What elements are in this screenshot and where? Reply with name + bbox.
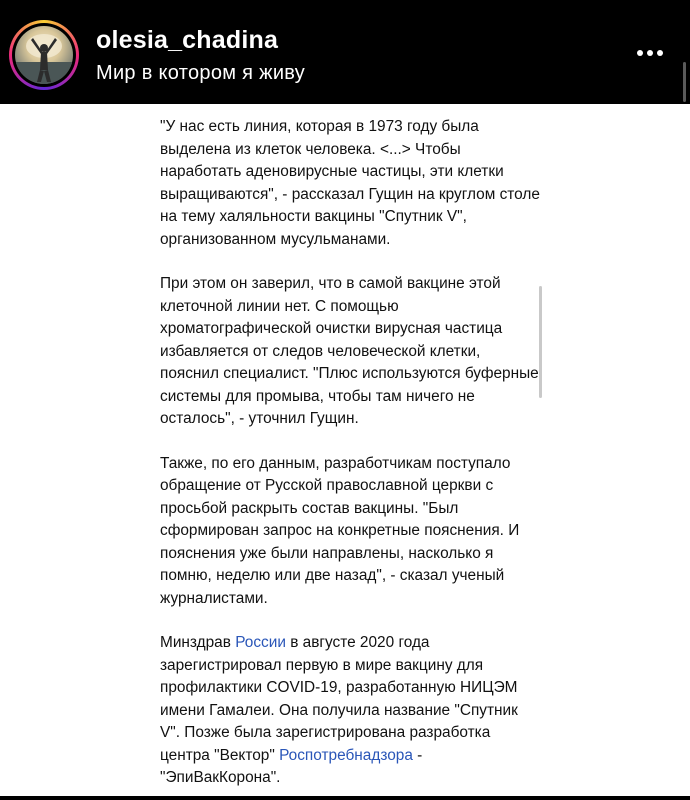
- story-header: [0, 0, 690, 104]
- link-rospotrebnadzor[interactable]: Роспотребнадзора: [279, 746, 413, 764]
- article-paragraph-2: При этом он заверил, что в самой вакцине этой клеточной линии нет. С помощью хроматографической очистки вирусная частица избавляется от следов человеческой клетки, пояснил специалист. "Плюс используются буферные системы для промыва, чтобы там ничего не осталось", - уточнил Гущин.: [160, 275, 539, 427]
- article-paragraph-1: "У нас есть линия, которая в 1973 году была выделена из клеток человека. <...> Чтобы наработать аденовирусные частицы, эти клетки выращиваются", - рассказал Гущин на круглом столе на тему халяльности вакцины "Спутник V", организованном мусульманами.: [160, 118, 540, 248]
- page-scrollbar[interactable]: [539, 286, 542, 398]
- header-scroll-indicator: [683, 62, 686, 102]
- link-russia[interactable]: России: [235, 634, 286, 651]
- article-screenshot: [0, 104, 690, 796]
- avatar-person-icon: [15, 26, 73, 84]
- paragraph-4-text-c: - "ЭпиВакКорона".: [160, 746, 423, 786]
- article-paragraph-3: Также, по его данным, разработчикам поступало обращение от Русской православной церкви с просьбой раскрыть состав вакцины. "Был сформирован запрос на конкретные пояснения. И пояснения уже были направлены, насколько я помню, неделю или две назад", - сказал ученый журналистами.: [160, 454, 520, 607]
- avatar-gap: [12, 23, 76, 87]
- avatar-photo: [15, 26, 73, 84]
- article-paragraph-4: [160, 632, 540, 790]
- more-dots-icon: [628, 38, 672, 68]
- username[interactable]: olesia_chadina: [96, 26, 279, 54]
- story-subtitle: Мир в котором я живу: [96, 62, 306, 84]
- paragraph-4-text-b: в августе 2020 года зарегистрировал первую в мире вакцину для профилактики COVID-19, разработанную НИЦЭМ имени Гамалеи. Она получила название "Спутник V". Позже была зарегистрирована разработка центра "Вектор": [160, 634, 518, 764]
- profile-avatar[interactable]: [9, 20, 79, 90]
- paragraph-4-text-a: Минздрав: [160, 634, 236, 651]
- bottom-edge: [0, 796, 690, 800]
- article-text: [160, 116, 540, 796]
- more-options-button[interactable]: [628, 38, 672, 68]
